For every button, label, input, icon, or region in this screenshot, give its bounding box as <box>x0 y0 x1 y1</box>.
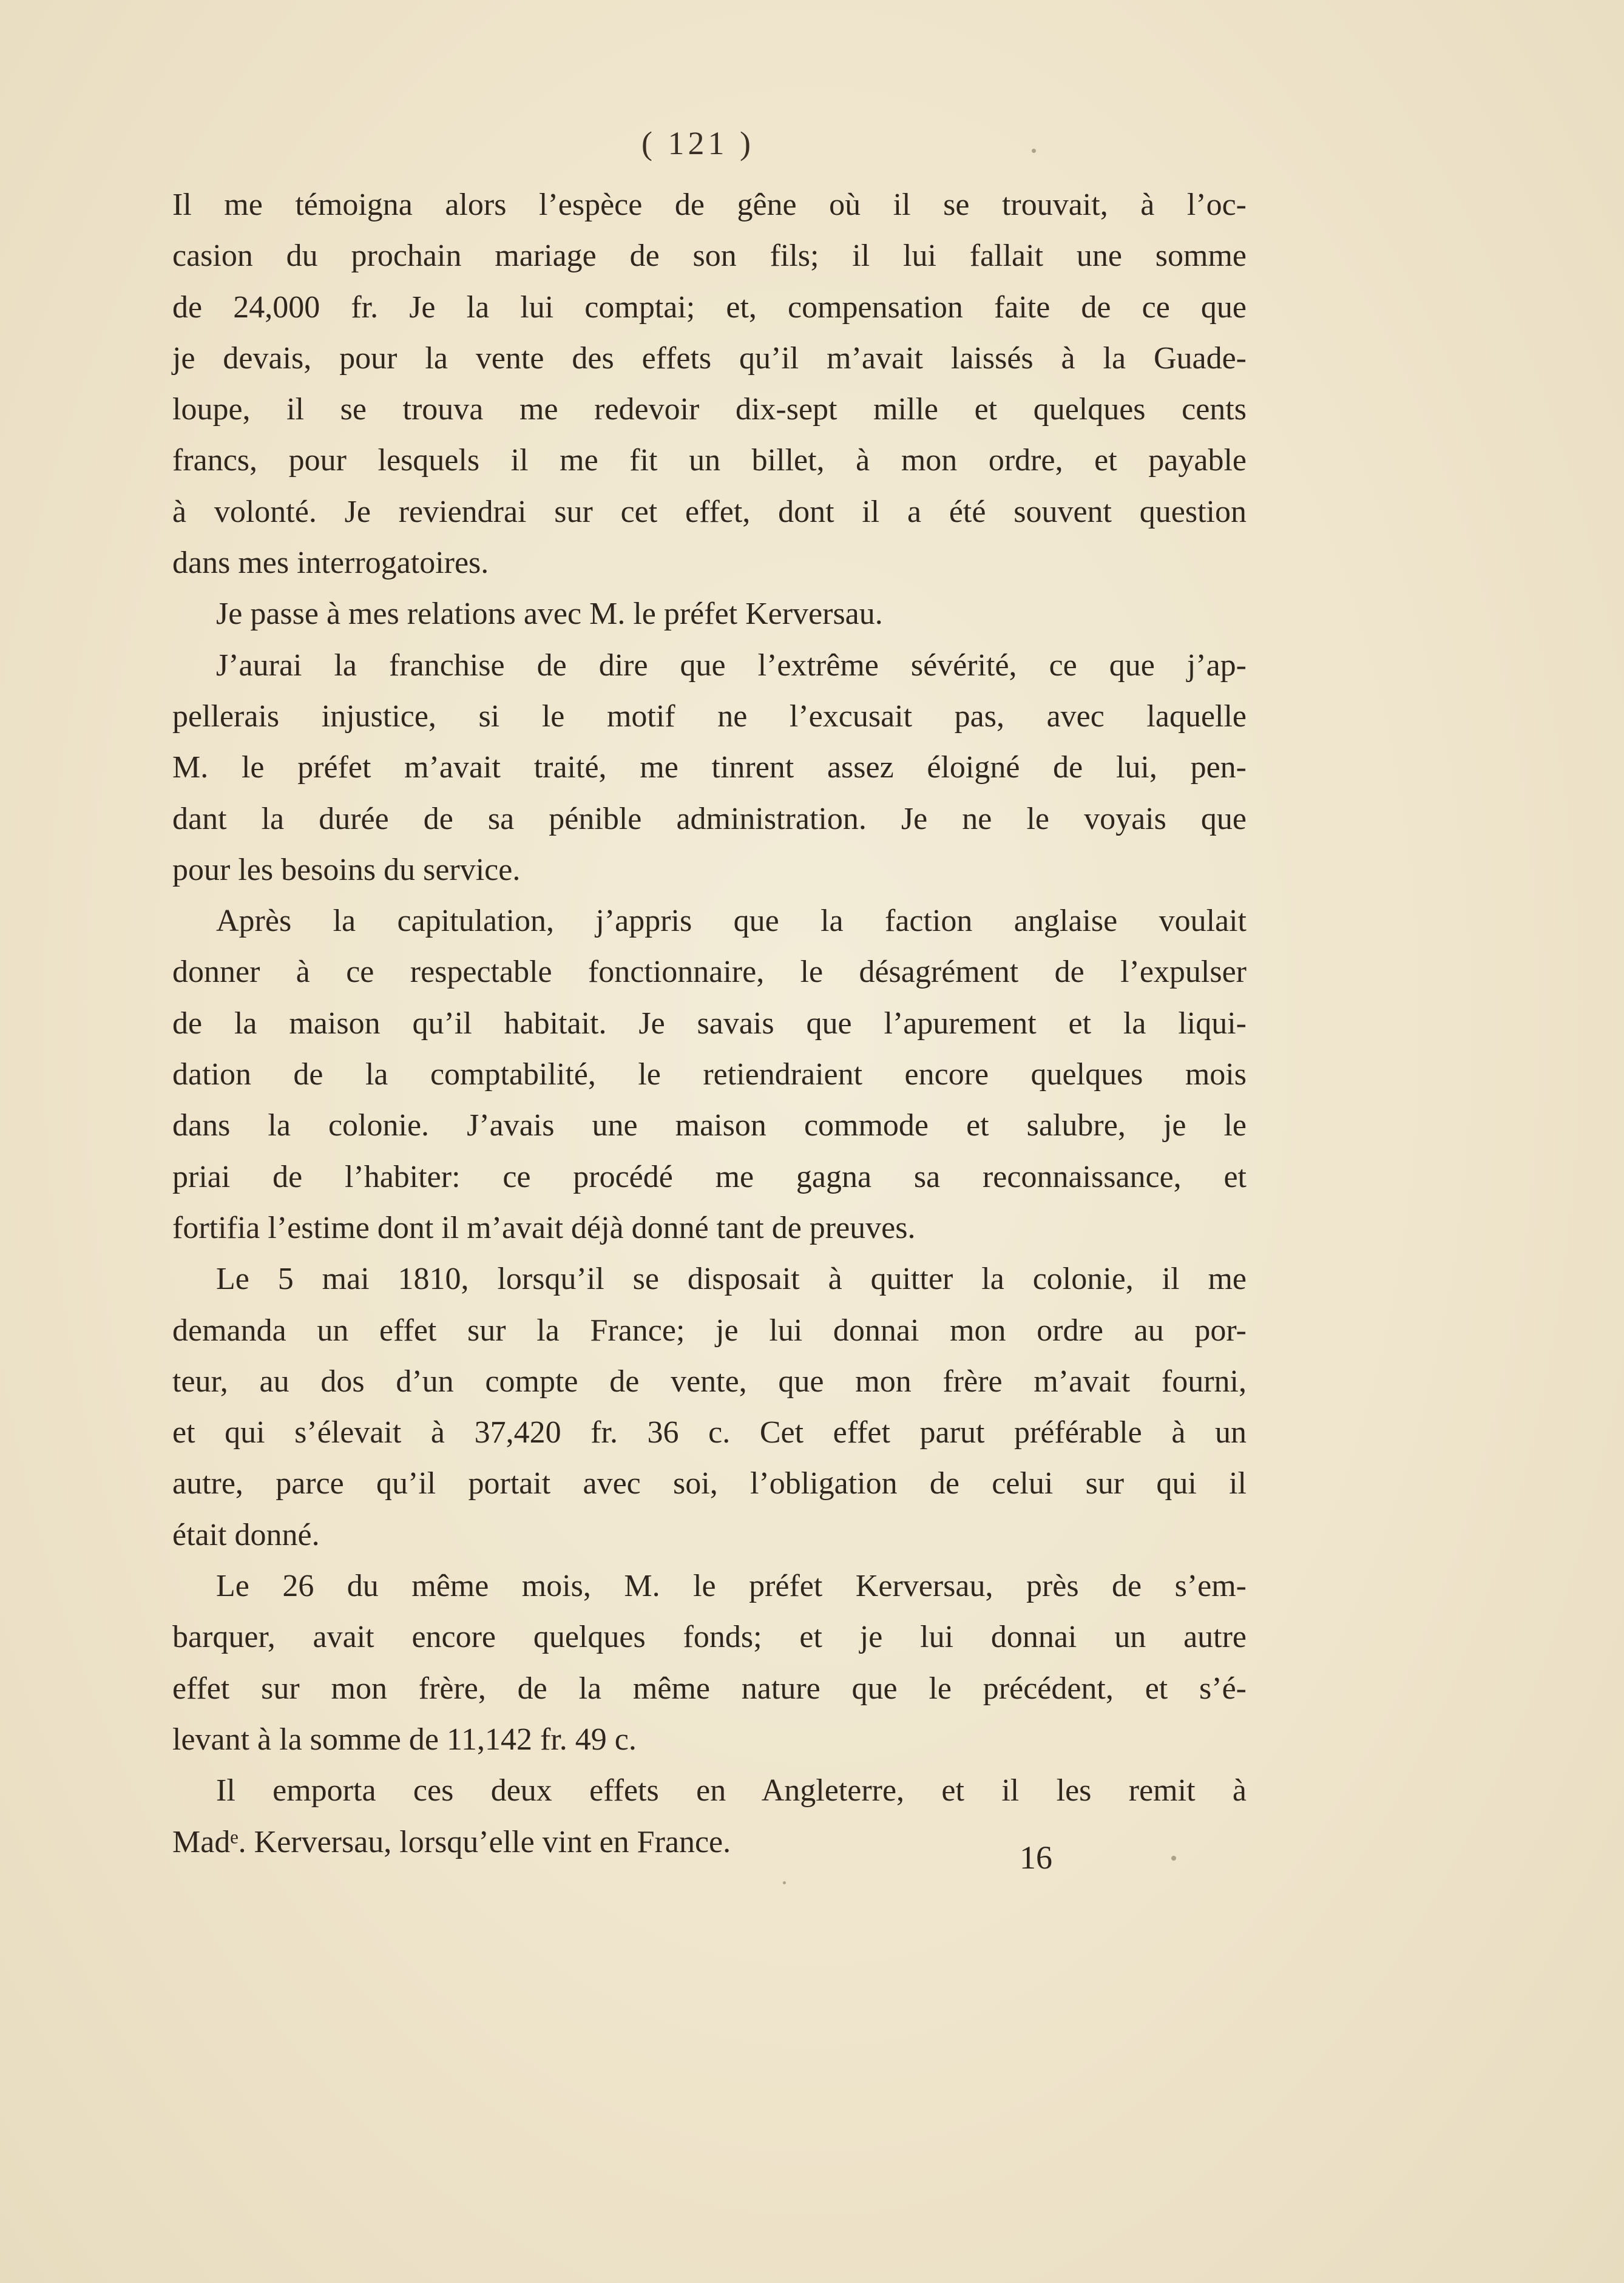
text-line: dans la colonie. J’avais une maison commode et salubre, je le <box>172 1108 1247 1143</box>
text-line: était donné. <box>172 1517 320 1552</box>
text-line: dation de la comptabilité, le retiendraient encore quelques mois <box>172 1057 1247 1092</box>
text-line: effet sur mon frère, de la même nature que le précédent, et s’é- <box>172 1671 1247 1706</box>
text-line: teur, au dos d’un compte de vente, que mon frère m’avait fourni, <box>172 1364 1247 1399</box>
paragraph <box>172 180 1247 589</box>
paragraph <box>172 1254 1247 1561</box>
text-line: Il me témoigna alors l’espèce de gêne où il se trouvait, à l’oc- <box>172 188 1247 222</box>
paper-speck <box>1032 149 1036 153</box>
paragraph <box>172 1765 1247 1868</box>
text-line: à volonté. Je reviendrai sur cet effet, dont il a été souvent question <box>172 494 1247 529</box>
text-line: loupe, il se trouva me redevoir dix-sept mille et quelques cents <box>172 392 1247 427</box>
text-line: je devais, pour la vente des effets qu’il m’avait laissés à la Guade- <box>172 340 1247 376</box>
body-text <box>172 180 1247 1868</box>
paper-speck <box>1171 1856 1176 1861</box>
paper-speck <box>783 1881 786 1884</box>
text-line: dant la durée de sa pénible administration. Je ne le voyais que <box>172 801 1247 836</box>
page-number: ( 121 ) <box>641 125 754 161</box>
text-line: priai de l’habiter: ce procédé me gagna sa reconnaissance, et <box>172 1159 1247 1194</box>
text-line: fortifia l’estime dont il m’avait déjà donné tant de preuves. <box>172 1210 916 1245</box>
text-line: pellerais injustice, si le motif ne l’excusait pas, avec laquelle <box>172 698 1247 734</box>
paragraph <box>172 640 1247 896</box>
text-line: donner à ce respectable fonctionnaire, le désagrément de l’expulser <box>172 955 1247 990</box>
paragraph <box>172 589 1247 640</box>
text-line: autre, parce qu’il portait avec soi, l’obligation de celui sur qui il <box>172 1466 1247 1501</box>
text-line: levant à la somme de 11,142 fr. 49 c. <box>172 1722 637 1757</box>
text-line: Je passe à mes relations avec M. le préfet Kerversau. <box>216 597 883 632</box>
text-line: de la maison qu’il habitait. Je savais que l’apurement et la liqui- <box>172 1006 1247 1041</box>
signature-mark: 16 <box>1020 1839 1052 1876</box>
text-line: Le 26 du même mois, M. le préfet Kerversau, près de s’em- <box>216 1569 1247 1604</box>
text-line: et qui s’élevait à 37,420 fr. 36 c. Cet effet parut préférable à un <box>172 1415 1247 1450</box>
text-line: francs, pour lesquels il me fit un billet, à mon ordre, et payable <box>172 443 1247 478</box>
text-line: demanda un effet sur la France; je lui donnai mon ordre au por- <box>172 1313 1247 1348</box>
text-line: pour les besoins du service. <box>172 852 521 887</box>
paragraph <box>172 1561 1247 1765</box>
text-line: Le 5 mai 1810, lorsqu’il se disposait à quitter la colonie, il me <box>216 1262 1247 1297</box>
text-line: dans mes interrogatoires. <box>172 546 489 581</box>
text-line: M. le préfet m’avait traité, me tinrent assez éloigné de lui, pen- <box>172 750 1247 785</box>
text-line: J’aurai la franchise de dire que l’extrême sévérité, ce que j’ap- <box>216 648 1247 683</box>
text-line: Après la capitulation, j’appris que la faction anglaise voulait <box>216 904 1247 939</box>
text-line: barquer, avait encore quelques fonds; et je lui donnai un autre <box>172 1620 1247 1655</box>
text-line: de 24,000 fr. Je la lui comptai; et, compensation faite de ce que <box>172 289 1247 325</box>
text-line: Il emporta ces deux effets en Angleterre, et il les remit à <box>216 1773 1247 1808</box>
text-line: casion du prochain mariage de son fils; il lui fallait une somme <box>172 238 1247 274</box>
text-line: Madᵉ. Kerversau, lorsqu’elle vint en France. <box>172 1824 731 1859</box>
paragraph <box>172 896 1247 1254</box>
